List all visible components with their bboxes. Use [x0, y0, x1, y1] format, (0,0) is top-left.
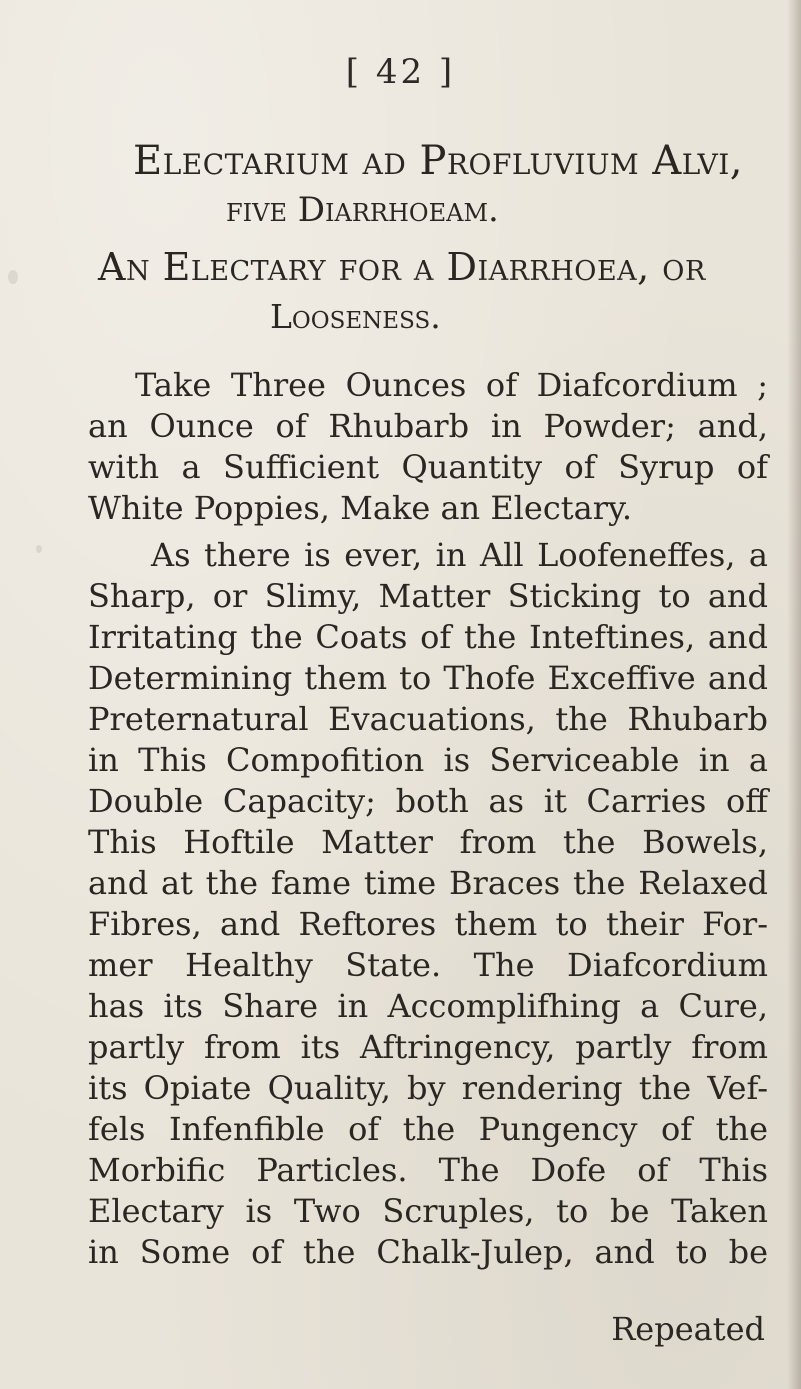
body-line: Morbific Particles. The Dofe of This — [88, 1151, 768, 1189]
body-line: fels Infenfible of the Pungency of the — [88, 1110, 768, 1148]
body-line: partly from its Aftringency, partly from — [88, 1028, 768, 1066]
heading-english-line-1: An Electary for a Diarrhoea, or — [98, 245, 706, 289]
recipe-line: with a Sufficient Quantity of Syrup of — [88, 448, 768, 486]
paper-stain — [8, 270, 18, 284]
body-line: its Opiate Quality, by rendering the Vef- — [88, 1069, 768, 1107]
heading-latin-line-2: five Diarrhoeam. — [226, 190, 499, 230]
recipe-line: an Ounce of Rhubarb in Powder; and, — [88, 407, 768, 445]
body-line: Irritating the Coats of the Inteftines, and — [88, 618, 768, 656]
recipe-paragraph — [88, 365, 768, 529]
recipe-line: Take Three Ounces of Diafcordium ; — [135, 366, 768, 404]
page-edge-shadow — [787, 0, 801, 1389]
catchword: Repeated — [611, 1310, 765, 1348]
body-line: mer Healthy State. The Diafcordium — [88, 946, 768, 984]
body-line: in This Compofition is Serviceable in a — [88, 741, 768, 779]
body-line: Double Capacity; both as it Carries off — [88, 782, 768, 820]
body-paragraph — [88, 535, 768, 1273]
body-line: Electary is Two Scruples, to be Taken — [88, 1192, 768, 1230]
body-line: As there is ever, in All Loofeneffes, a — [151, 536, 768, 574]
page-number: [ 42 ] — [345, 52, 456, 92]
body-line: Preternatural Evacuations, the Rhubarb — [88, 700, 768, 738]
body-line: This Hoftile Matter from the Bowels, — [88, 823, 768, 861]
paper-stain — [36, 545, 42, 553]
body-line: has its Share in Accomplifhing a Cure, — [88, 987, 768, 1025]
body-line: Fibres, and Reftores them to their For- — [88, 905, 768, 943]
recipe-line: White Poppies, Make an Electary. — [88, 489, 632, 527]
body-line: Determining them to Thofe Exceffive and — [88, 659, 768, 697]
heading-latin-line-1: Electarium ad Profluvium Alvi, — [133, 138, 743, 184]
body-line: in Some of the Chalk-Julep, and to be — [88, 1233, 768, 1271]
body-line: and at the fame time Braces the Relaxed — [88, 864, 768, 902]
heading-english-line-2: Looseness. — [270, 297, 441, 336]
body-line: Sharp, or Slimy, Matter Sticking to and — [88, 577, 768, 615]
